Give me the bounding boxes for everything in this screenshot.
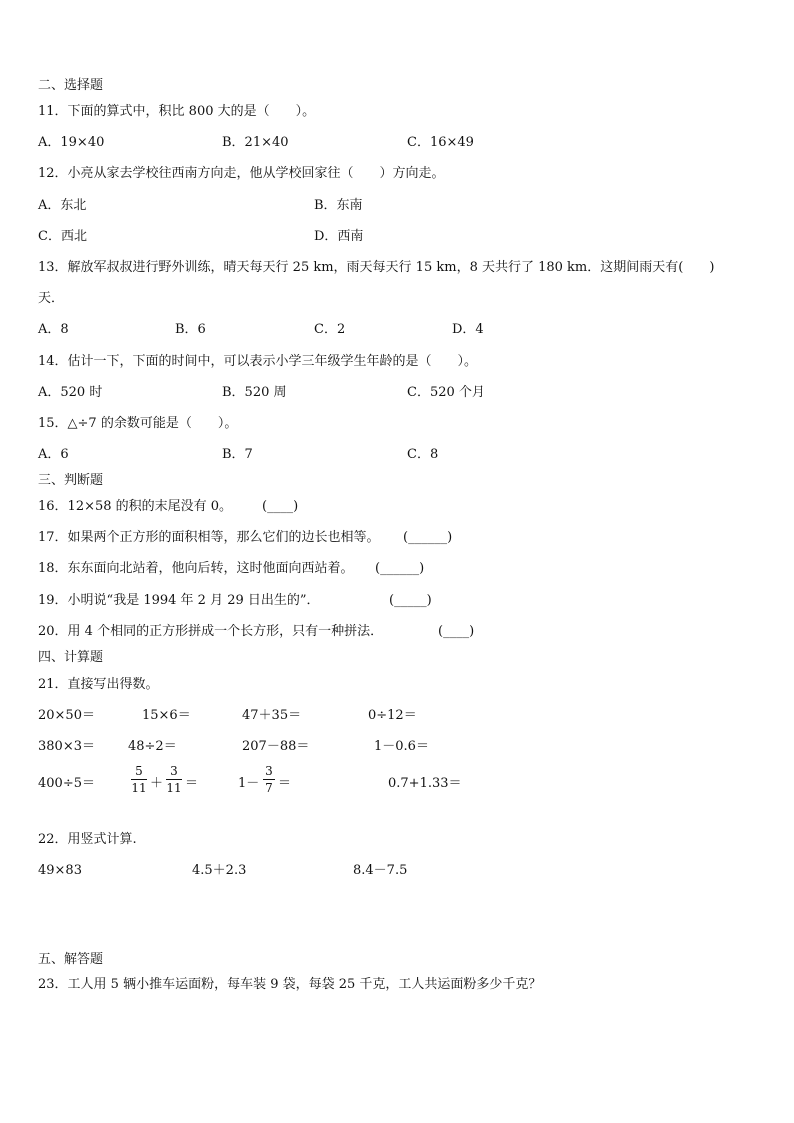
calc-item: 47＋35＝: [242, 708, 302, 723]
fraction: [166, 764, 182, 795]
fraction-bar: [166, 779, 182, 780]
question-14: 14．估计一下，下面的时间中，可以表示小学三年级学生年龄的是（ ）。: [38, 354, 478, 369]
option-12-b: B．东南: [314, 198, 363, 213]
fraction-numerator: 3: [170, 764, 178, 778]
question-16: 16．12×58 的积的末尾没有 0。: [38, 499, 233, 514]
calc-item: 400÷5＝: [38, 776, 95, 791]
question-19: 19．小明说“我是 1994 年 2 月 29 日出生的”．: [38, 593, 320, 608]
fraction-numerator: 3: [265, 764, 273, 778]
fraction-bar: [131, 779, 147, 780]
option-12-d: D．西南: [314, 229, 364, 244]
option-13-b: B．6: [175, 322, 206, 337]
section-title-calc: 四、计算题: [38, 650, 104, 665]
question-17: 17．如果两个正方形的面积相等，那么它们的边长也相等。: [38, 530, 380, 545]
answer-blank-16[interactable]: (____): [262, 499, 299, 514]
answer-blank-17[interactable]: (______): [403, 530, 453, 545]
option-15-a: A．6: [38, 447, 69, 462]
question-20: 20．用 4 个相同的正方形拼成一个长方形，只有一种拼法．: [38, 624, 384, 639]
answer-blank-18[interactable]: (______): [375, 561, 425, 576]
calc-item: 1－: [238, 776, 260, 791]
calc-item: 380×3＝: [38, 739, 95, 754]
answer-blank-19[interactable]: (_____): [389, 593, 432, 608]
option-13-c: C．2: [314, 322, 346, 337]
option-15-c: C．8: [407, 447, 439, 462]
question-21: 21．直接写出得数。: [38, 677, 159, 692]
fraction-numerator: 5: [135, 764, 143, 778]
answer-blank-20[interactable]: (____): [438, 624, 475, 639]
calc-item: 15×6＝: [142, 708, 191, 723]
option-13-a: A．8: [38, 322, 69, 337]
calc-item: 207－88＝: [242, 739, 310, 754]
fraction: [263, 764, 275, 795]
calc-item: 20×50＝: [38, 708, 95, 723]
option-11-b: B．21×40: [222, 135, 289, 150]
fraction-denominator: 7: [265, 781, 273, 795]
option-14-c: C．520 个月: [407, 385, 485, 400]
option-14-b: B．520 周: [222, 385, 287, 400]
question-13: 13．解放军叔叔进行野外训练，晴天每天行 25 km，雨天每天行 15 km，8 天共行了 180 km．这期间雨天有( ): [38, 260, 715, 275]
option-13-d: D．4: [452, 322, 484, 337]
option-15-b: B．7: [222, 447, 253, 462]
fraction-denominator: 11: [166, 781, 182, 795]
question-12: 12．小亮从家去学校往西南方向走，他从学校回家往（ ）方向走。: [38, 166, 445, 181]
option-12-a: A．东北: [38, 198, 87, 213]
calc-item: 1－0.6＝: [374, 739, 429, 754]
plus-sign: ＋: [150, 776, 164, 791]
calc-item: 0.7+1.33＝: [388, 776, 462, 791]
calc-item: 49×83: [38, 863, 82, 878]
section-title-solve: 五、解答题: [38, 952, 104, 967]
fraction-denominator: 11: [131, 781, 147, 795]
option-11-a: A．19×40: [38, 135, 105, 150]
calc-item: 48÷2＝: [128, 739, 177, 754]
question-11: 11．下面的算式中，积比 800 大的是（ ）。: [38, 104, 316, 119]
equals-sign: ＝: [278, 776, 292, 791]
option-11-c: C．16×49: [407, 135, 474, 150]
option-12-c: C．西北: [38, 229, 87, 244]
question-13-cont: 天．: [38, 291, 65, 306]
question-23: 23．工人用 5 辆小推车运面粉，每车装 9 袋，每袋 25 千克，工人共运面粉多少千克？: [38, 977, 542, 992]
calc-item: 8.4－7.5: [353, 863, 408, 878]
option-14-a: A．520 时: [38, 385, 103, 400]
fraction: [131, 764, 147, 795]
equals-sign: ＝: [185, 776, 199, 791]
section-title-judge: 三、判断题: [38, 473, 104, 488]
question-18: 18．东东面向北站着，他向后转，这时他面向西站着。: [38, 561, 354, 576]
question-22: 22．用竖式计算.: [38, 832, 137, 847]
question-15: 15．△÷7 的余数可能是（ ）。: [38, 416, 238, 431]
section-title-choice: 二、选择题: [38, 78, 104, 93]
calc-item: 4.5＋2.3: [192, 863, 247, 878]
fraction-bar: [263, 779, 275, 780]
calc-item: 0÷12＝: [368, 708, 417, 723]
